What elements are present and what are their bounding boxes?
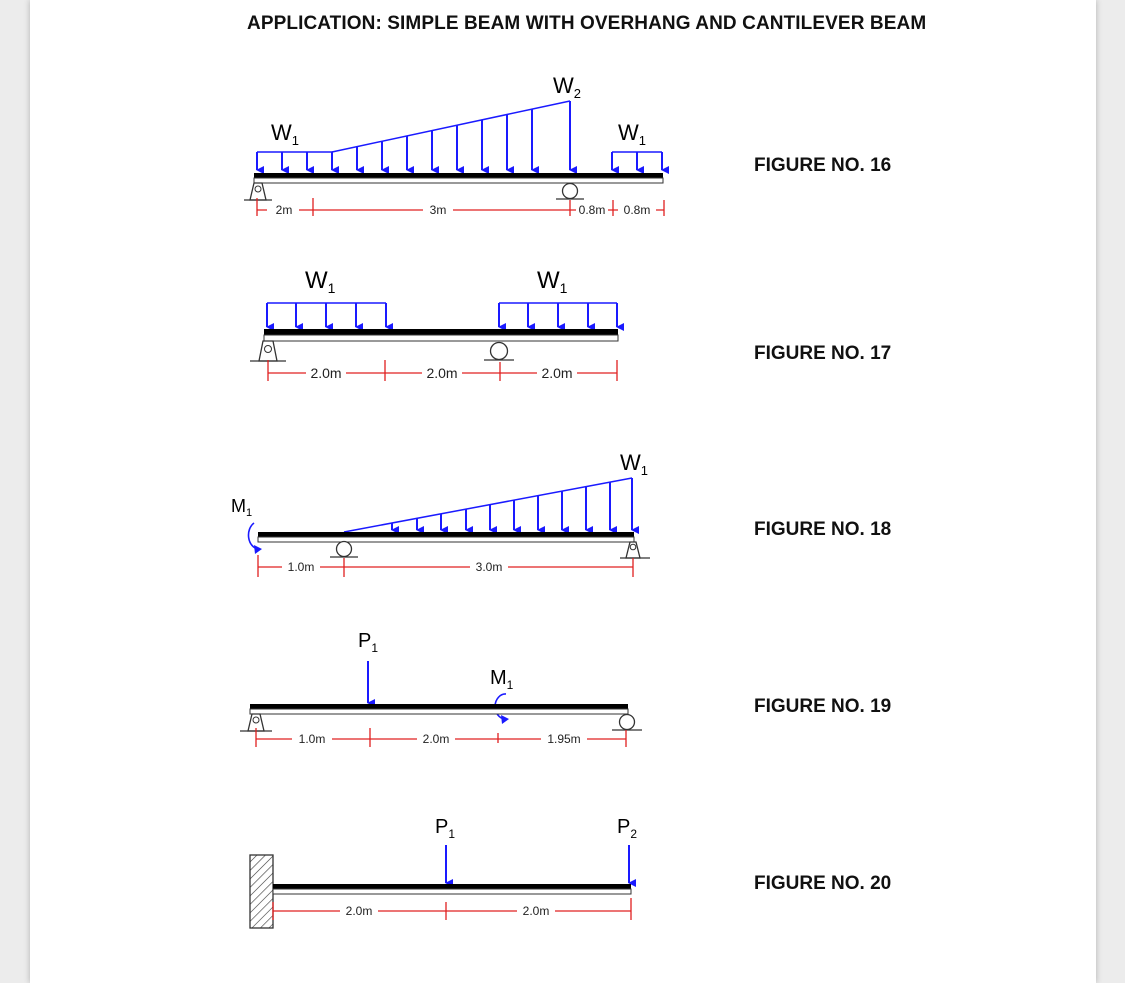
figure-17-dim-1: 2.0m	[310, 365, 342, 381]
figure-16-pin-support	[244, 183, 272, 200]
figure-16-trapezoid-load	[332, 101, 570, 170]
figure-18-dim-1: 1.0m	[287, 560, 315, 574]
figure-16-dim-1: 2m	[275, 203, 293, 217]
figure-20-beam	[273, 884, 631, 889]
figure-16	[244, 73, 664, 217]
figure-16-right-udl	[612, 152, 662, 170]
figure-17-label: FIGURE NO. 17	[754, 343, 892, 364]
figure-18-roller-support	[330, 542, 358, 558]
figure-19-roller-support	[612, 715, 642, 731]
figure-17-roller-support	[484, 343, 514, 361]
figure-19-dim-1: 1.0m	[298, 732, 326, 746]
figure-16-w1-left-label: $W_1$	[271, 120, 299, 148]
figure-18-moment-arrow	[248, 523, 258, 549]
figure-20-p1-label: $P_1$	[435, 816, 456, 841]
figure-19-label: FIGURE NO. 19	[754, 696, 892, 717]
figure-18	[231, 450, 650, 577]
figure-16-dim-2: 3m	[429, 203, 447, 217]
figure-18-dim-2: 3.0m	[475, 560, 503, 574]
figure-17-pin-support	[250, 341, 286, 361]
figure-19-dim-3: 1.95m	[547, 732, 581, 746]
figure-17-dimensions	[268, 360, 617, 381]
figure-20-fixed-support	[250, 855, 273, 928]
figure-16-left-udl	[257, 152, 333, 170]
page-title: APPLICATION: SIMPLE BEAM WITH OVERHANG AND CANTILEVER BEAM	[247, 13, 927, 34]
figure-18-dimensions	[258, 555, 633, 577]
figure-16-w2-label: $W_2$	[553, 73, 581, 101]
figure-16-dim-4: 0.8m	[623, 203, 651, 217]
figure-16-dim-3: 0.8m	[578, 203, 606, 217]
figure-17-dim-3: 2.0m	[541, 365, 573, 381]
figure-18-beam	[258, 532, 634, 537]
figure-19	[240, 630, 642, 747]
figure-17-left-udl	[267, 303, 386, 327]
figure-17-w1-left-label: $W_1$	[305, 267, 336, 296]
figure-20	[250, 816, 637, 928]
figure-16-roller-support	[556, 184, 584, 200]
figure-17	[250, 267, 618, 381]
figure-20-dim-1: 2.0m	[345, 904, 373, 918]
figure-18-label: FIGURE NO. 18	[754, 519, 892, 540]
figure-18-triangular-load	[344, 478, 632, 532]
figure-18-w1-label: $W_1$	[620, 450, 648, 478]
figure-18-m1-label: $M_1$	[231, 496, 253, 519]
figure-16-beam	[254, 173, 663, 178]
figure-19-beam	[250, 704, 628, 709]
figure-16-dimensions	[257, 198, 664, 217]
figure-17-w1-right-label: $W_1$	[537, 267, 568, 296]
figure-19-dim-2: 2.0m	[422, 732, 450, 746]
figure-17-dim-2: 2.0m	[426, 365, 458, 381]
figure-20-p2-label: $P_2$	[617, 816, 638, 841]
figure-19-dimensions	[256, 728, 626, 747]
figure-20-label: FIGURE NO. 20	[754, 873, 892, 894]
figure-16-label: FIGURE NO. 16	[754, 155, 892, 176]
figure-20-dimensions	[273, 898, 631, 920]
figure-16-w1-right-label: $W_1$	[618, 120, 646, 148]
figure-19-p1-label: $P_1$	[358, 630, 379, 655]
figure-19-m1-label: $M_1$	[490, 667, 514, 692]
figure-17-beam	[264, 329, 618, 335]
figure-17-right-udl	[499, 303, 617, 327]
figure-18-pin-support	[620, 542, 650, 558]
figure-20-dim-2: 2.0m	[522, 904, 550, 918]
